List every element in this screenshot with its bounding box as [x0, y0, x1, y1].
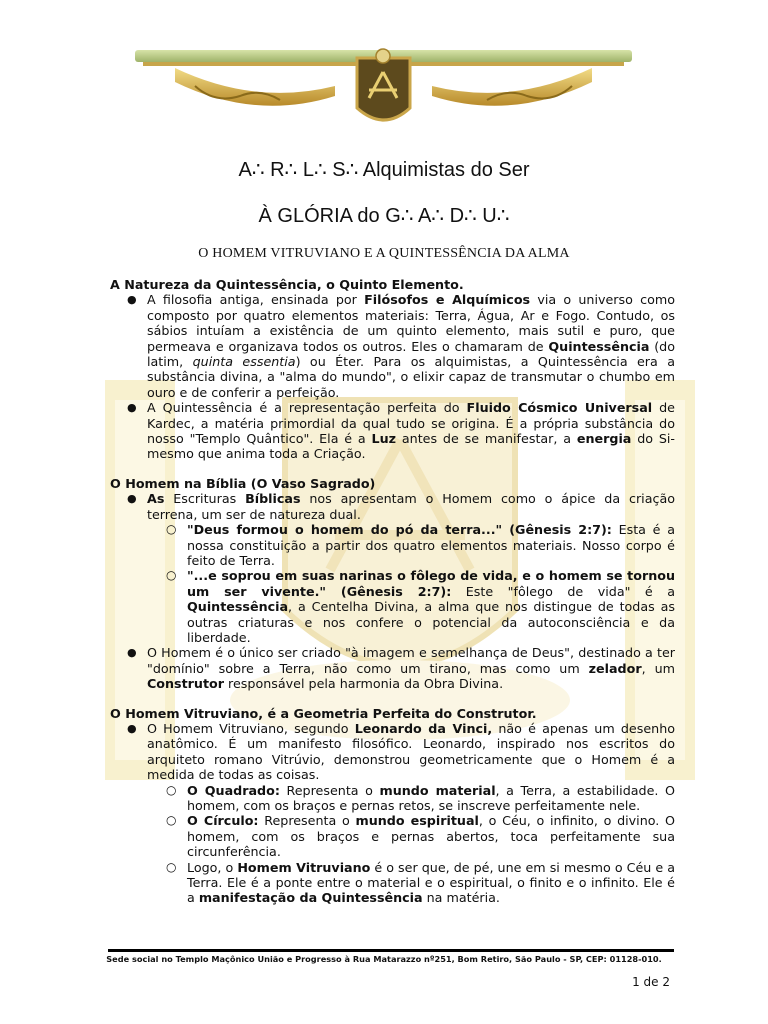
bullet-icon: ● [127, 646, 137, 660]
footer-divider [108, 949, 674, 952]
section-title: A Natureza da Quintessência, o Quinto Elemento. [110, 277, 464, 292]
sub-list-item: ○ Logo, o Homem Vitruviano é o ser que, de pé, une em si mesmo o Céu e a Terra. Ele é a ponte entre o material e o espiritual, o finito e o infinito. Ele é a manifestação da Quintessência na matéria. [166, 859, 675, 906]
circle-bullet-icon: ○ [166, 522, 177, 537]
bullet-icon: ● [127, 492, 137, 506]
bullet-icon: ● [127, 401, 137, 415]
footer-address: Sede social no Templo Maçônico União e Progresso à Rua Matarazzo nº251, Bom Retiro, São Paulo - SP, CEP: 01128-010. [106, 954, 662, 964]
circle-bullet-icon: ○ [166, 813, 177, 828]
page-number: 1 de 2 [632, 975, 670, 989]
masonic-banner-emblem [135, 46, 632, 130]
list-item: ● A filosofia antiga, ensinada por Filósofos e Alquímicos via o universo como composto por quatro elementos materiais: Terra, Água, Ar e Fogo. Contudo, os sábios intuíam a existência de um quinto elemento, mais sutil e puro, que permeava e organizava todos os outros. Eles o chamaram de Quintessência (do latim, quinta essentia) ou Éter. Para os alquimistas, a Quintessência era a substância divina, a "alma do mundo", o elixir capaz de transmutar o chumbo em ouro e de conferir a perfeição. [127, 292, 675, 400]
bullet-icon: ● [127, 721, 137, 735]
glory-subtitle: À GLÓRIA do G∴ A∴ D∴ U∴ [258, 205, 510, 227]
circle-bullet-icon: ○ [166, 782, 177, 797]
sub-list-item: ○ "...e soprou em suas narinas o fôlego de vida, e o homem se tornou um ser vivente." (Gênesis 2:7): Este "fôlego de vida" é a Quintessência, a Centelha Divina, a alma que nos distingue de todas as outras criaturas e nos confere o potencial da autoconsciência e da liberdade. [166, 568, 675, 645]
list-item: ● A Quintessência é a representação perfeita do Fluido Cósmico Universal de Kardec, a matéria primordial da qual tudo se origina. É a própria substância do nosso "Templo Quântico". Ela é a Luz antes de se manifestar, a energia do Si-mesmo que anima toda a Criação. [127, 400, 676, 462]
sub-list-item: ○ O Círculo: Representa o mundo espiritual, o Céu, o infinito, o divino. O homem, com os braços e pernas abertos, toca perfeitamente sua circunferência. [166, 813, 676, 860]
list-item: ● O Homem Vitruviano, segundo Leonardo da Vinci, não é apenas um desenho anatômico. É um manifesto filosófico. Leonardo, inspirado nos escritos do arquiteto romano Vitrúvio, demonstrou geometricamente que o Homem é a medida de todas as coisas. [127, 720, 675, 783]
sub-list-item: ○ O Quadrado: Representa o mundo material, a Terra, a estabilidade. O homem, com os braços e pernas retos, se inscreve perfeitamente nele. [166, 782, 675, 813]
bullet-list [110, 292, 675, 461]
section-title: O Homem na Bíblia (O Vaso Sagrado) [110, 475, 376, 491]
document-body [110, 277, 675, 906]
bullet-icon: ● [127, 293, 137, 307]
circle-bullet-icon: ○ [166, 859, 177, 874]
bullet-list [110, 721, 675, 906]
sub-list-item: ○ "Deus formou o homem do pó da terra..." (Gênesis 2:7): Esta é a nossa constituição a partir dos quatro elementos materiais. Nosso corpo é feito de Terra. [166, 522, 675, 568]
section-title: O Homem Vitruviano, é a Geometria Perfeita do Construtor. [110, 705, 537, 721]
bullet-list [110, 491, 675, 691]
list-item: ● O Homem é o único ser criado "à imagem e semelhança de Deus", destinado a ter "domínio" sobre a Terra, não como um tirano, mas como um zelador, um Construtor responsável pela harmonia da Obra Divina. [127, 645, 676, 692]
list-item: ● As Escrituras Bíblicas nos apresentam o Homem como o ápice da criação terrena, um ser de natureza dual. [127, 491, 675, 522]
lodge-title: A∴ R∴ L∴ S∴ Alquimistas do Ser [238, 159, 530, 181]
document-title: O HOMEM VITRUVIANO E A QUINTESSÊNCIA DA ALMA [198, 246, 570, 261]
circle-bullet-icon: ○ [166, 568, 177, 583]
